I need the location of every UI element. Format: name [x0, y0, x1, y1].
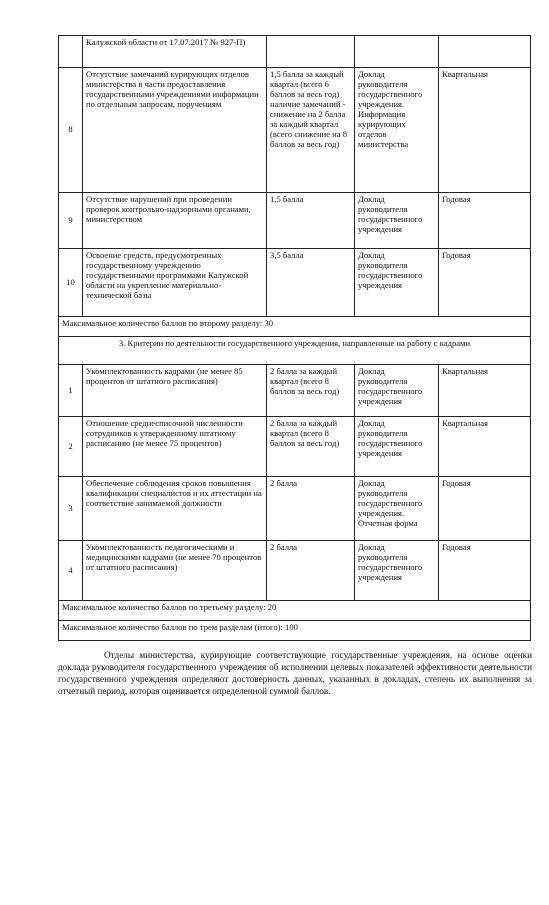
row-number-cell: 3: [59, 477, 83, 541]
score-cell: [267, 36, 355, 68]
row-number-cell: 4: [59, 541, 83, 601]
table-row: [59, 417, 531, 477]
period-cell: Годовая: [439, 193, 531, 249]
row-number-cell: 8: [59, 68, 83, 193]
score-cell: 1,5 балла: [267, 193, 355, 249]
source-cell: Доклад руководителя государственного учреждения: [355, 417, 439, 477]
closing-paragraph: Отделы министерства, курирующие соответствующие государственные учреждения, на основе оценки доклада руководителя государственного учреждения об исполнении целевых показателей эффективности деятельности государственного учреждения определяют достоверность данных, указанных в докладах, степень их выполнения за отчетный период, которая оценивается определенной суммой баллов.: [58, 650, 532, 697]
score-cell: 2 балла за каждый квартал (всего 8 баллов за весь год): [267, 417, 355, 477]
source-cell: Доклад руководителя государственного учреждения: [355, 249, 439, 317]
section-2-max-score: Максимальное количество баллов по второму разделу: 30: [59, 317, 531, 337]
criterion-cell: Калужской области от 17.07.2017 № 927-П): [83, 36, 267, 68]
source-cell: [355, 36, 439, 68]
period-cell: Годовая: [439, 541, 531, 601]
criteria-table: [58, 35, 531, 641]
score-cell: 2 балла за каждый квартал (всего 8 баллов за весь год): [267, 365, 355, 417]
row-number-cell: 1: [59, 365, 83, 417]
criterion-cell: Обеспечение соблюдения сроков повышения квалификации специалистов и их аттестации на соответствие занимаемой должности: [83, 477, 267, 541]
score-cell: 2 балла: [267, 541, 355, 601]
table-row: [59, 477, 531, 541]
period-cell: Годовая: [439, 477, 531, 541]
source-cell: Доклад руководителя государственного учреждения: [355, 193, 439, 249]
grand-total-row: [59, 621, 531, 641]
section-3-title: 3. Критерии по деятельности государственного учреждения, направленные на работу с кадрами: [59, 337, 531, 365]
criterion-cell: Отсутствие замечаний курирующих отделов министерства в части предоставления государственными учреждениями информации по отдельным запросам, поручениям: [83, 68, 267, 193]
score-cell: 1,5 балла за каждый квартал (всего 6 баллов за весь год) наличие замечаний - снижение на 2 балла за каждый квартал (всего снижение на 8 баллов за весь год): [267, 68, 355, 193]
score-cell: 3,5 балла: [267, 249, 355, 317]
criterion-cell: Освоение средств, предусмотренных государственному учреждению государственными программами Калужской области на укрепление материально-технической базы: [83, 249, 267, 317]
row-number-cell: [59, 36, 83, 68]
section-2-total-row: [59, 317, 531, 337]
criterion-cell: Отношение среднесписочной численности сотрудников к утвержденному штатному расписанию (не менее 75 процентов): [83, 417, 267, 477]
criterion-cell: Отсутствие нарушений при проведении проверок контрольно-надзорными органами, министерством: [83, 193, 267, 249]
table-row: [59, 193, 531, 249]
table-row: [59, 541, 531, 601]
period-cell: Годовая: [439, 249, 531, 317]
section-3-title-row: [59, 337, 531, 365]
table-row: [59, 249, 531, 317]
row-number-cell: 2: [59, 417, 83, 477]
source-cell: Доклад руководителя государственного учреждения. Отчетная форма: [355, 477, 439, 541]
score-cell: 2 балла: [267, 477, 355, 541]
table-row: [59, 68, 531, 193]
grand-total-max-score: Максимальное количество баллов по трем разделам (итого): 100: [59, 621, 531, 641]
row-number-cell: 10: [59, 249, 83, 317]
section-3-max-score: Максимальное количество баллов по третьему разделу: 20: [59, 601, 531, 621]
source-cell: Доклад руководителя государственного учреждения: [355, 365, 439, 417]
period-cell: Квартальная: [439, 417, 531, 477]
source-cell: Доклад руководителя государственного учреждения. Информация курирующих отделов министерства: [355, 68, 439, 193]
period-cell: Квартальная: [439, 365, 531, 417]
criterion-cell: Укомплектованность педагогическими и медицинскими кадрами (не менее 70 процентов от штатного расписания): [83, 541, 267, 601]
table-row-continuation: [59, 36, 531, 68]
criterion-cell: Укомплектованность кадрами (не менее 85 процентов от штатного расписания): [83, 365, 267, 417]
source-cell: Доклад руководителя государственного учреждения: [355, 541, 439, 601]
period-cell: Квартальная: [439, 68, 531, 193]
table-row: [59, 365, 531, 417]
section-3-total-row: [59, 601, 531, 621]
row-number-cell: 9: [59, 193, 83, 249]
period-cell: [439, 36, 531, 68]
